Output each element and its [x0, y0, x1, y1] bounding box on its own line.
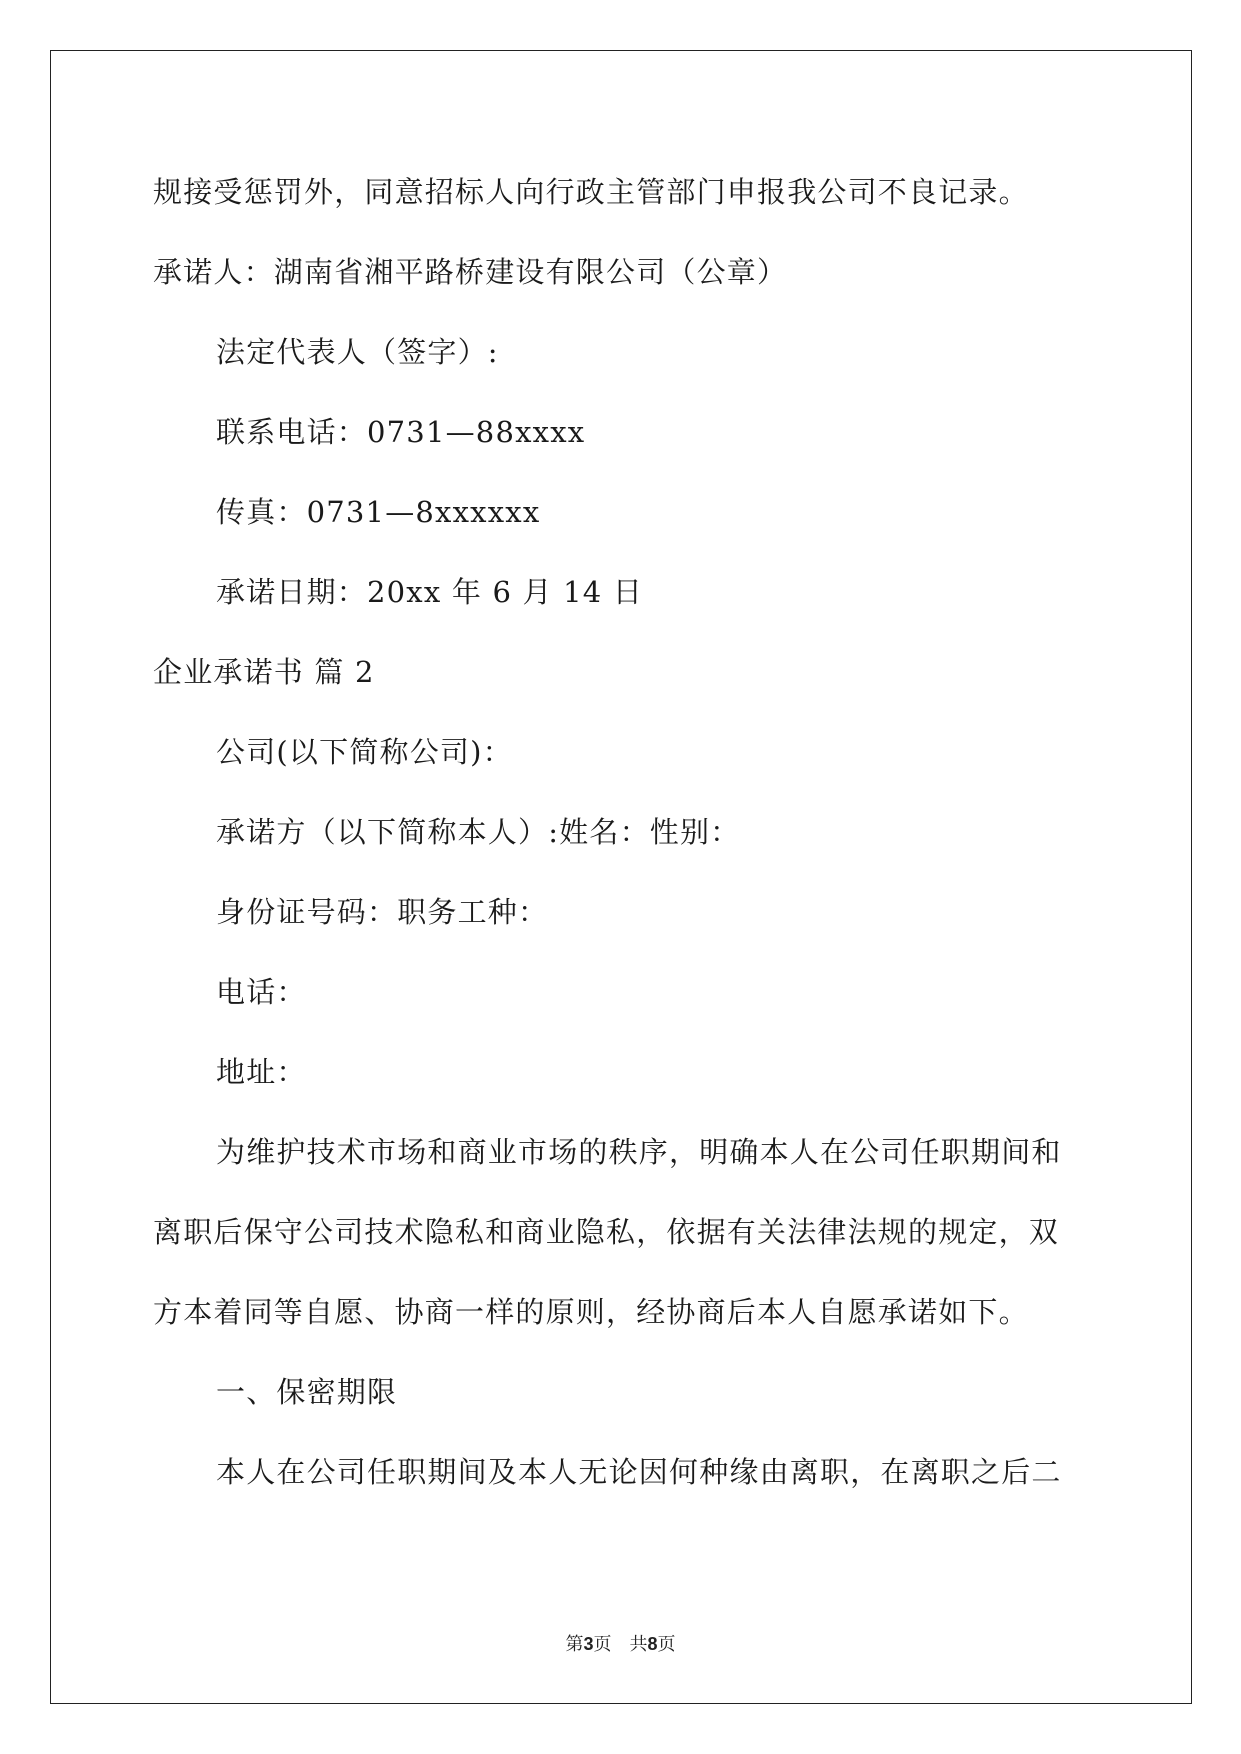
paragraph-line-1: 为维护技术市场和商业市场的秩序，明确本人在公司任职期间和 — [216, 1135, 1062, 1169]
body-line-1: 规接受惩罚外，同意招标人向行政主管部门申报我公司不良记录。 — [153, 175, 1029, 209]
id-line: 身份证号码：职务工种： — [216, 895, 549, 929]
company-line: 公司(以下简称公司)： — [216, 735, 513, 769]
paragraph-line-2: 离职后保守公司技术隐私和商业隐私，依据有关法律法规的规定，双 — [153, 1215, 1060, 1249]
paragraph-line-3: 方本着同等自愿、协商一样的原则，经协商后本人自愿承诺如下。 — [153, 1295, 1029, 1329]
legal-rep-line: 法定代表人（签字）: — [216, 335, 499, 369]
tel-line: 电话： — [216, 975, 307, 1009]
footer-prefix: 第 — [565, 1634, 584, 1655]
promisor-line: 承诺人：湖南省湘平路桥建设有限公司（公章） — [153, 255, 788, 289]
page-footer — [0, 1630, 1241, 1656]
date-line: 承诺日期：20xx 年 6 月 14 日 — [216, 575, 644, 609]
footer-suffix: 页 — [657, 1634, 676, 1655]
subheading-confidentiality: 一、保密期限 — [216, 1375, 398, 1409]
party-line: 承诺方（以下简称本人）:姓名：性别： — [216, 815, 741, 849]
fax-line: 传真：0731—8xxxxxx — [216, 495, 541, 529]
address-line: 地址： — [216, 1055, 307, 1089]
paragraph-line-4: 本人在公司任职期间及本人无论因何种缘由离职，在离职之后二 — [216, 1455, 1062, 1489]
footer-page-number: 3 — [583, 1634, 594, 1654]
footer-total-pages: 8 — [647, 1634, 658, 1654]
phone-line: 联系电话：0731—88xxxx — [216, 415, 586, 449]
footer-middle: 页 共 — [593, 1634, 648, 1655]
section-heading: 企业承诺书 篇 2 — [153, 655, 375, 689]
